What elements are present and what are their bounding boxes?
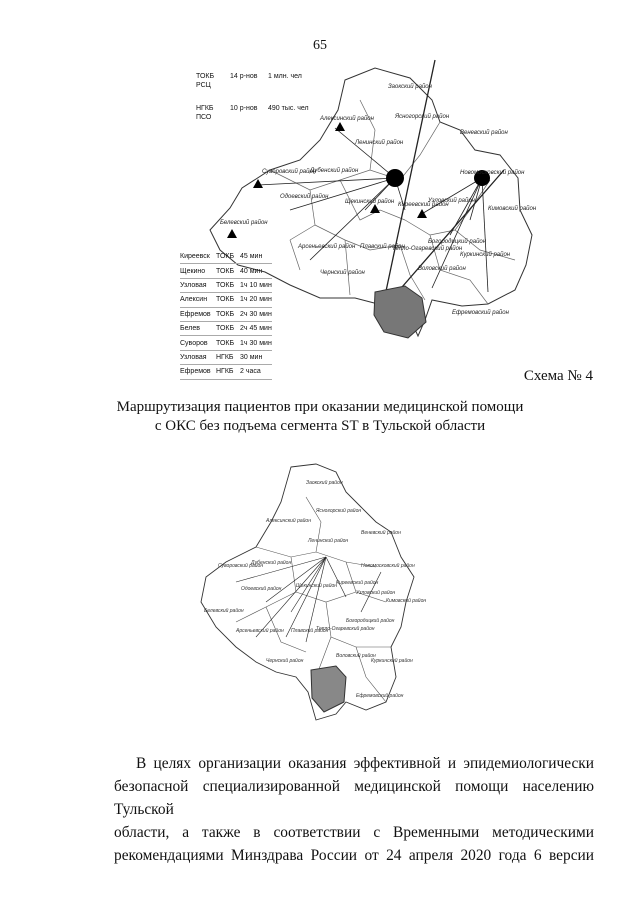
efremov-highlight	[374, 286, 426, 338]
map2-label-10: Киреевский район	[336, 580, 379, 586]
time-town: Ефремов	[180, 310, 211, 318]
map2-label-11: Узловский район	[356, 590, 396, 596]
travel-times-table	[180, 250, 272, 380]
legend-districts: 10 р-нов	[230, 105, 258, 112]
map2-label-17: Богородицкий район	[346, 618, 395, 624]
map2-label-14: Арсеньевский район	[236, 628, 284, 634]
page-number: 65	[313, 38, 327, 53]
map1-label-18: Чернский район	[320, 270, 365, 276]
time-hospital: ТОКБ	[216, 296, 235, 304]
map2-label-20: Куркинский район	[371, 658, 413, 664]
map1-label-3: Веневский район	[460, 130, 508, 136]
table-row	[180, 293, 272, 307]
map1-label-17: Богородицкий район	[428, 239, 487, 245]
table-row	[180, 365, 272, 379]
time-value: 1ч 10 мин	[240, 281, 272, 289]
map2-label-6: Дубенский район	[251, 560, 292, 566]
time-hospital: НГКБ	[216, 353, 234, 361]
legend-row	[196, 72, 309, 90]
time-town: Белев	[180, 325, 200, 333]
map2-label-21: Ефремовский район	[356, 693, 404, 699]
map1-label-5: Суворовский район	[262, 169, 317, 175]
region-map-2	[196, 462, 427, 722]
body-line: В целях организации оказания эффективной и эпидемиологически	[136, 755, 594, 772]
time-value: 45 мин	[240, 253, 263, 261]
table-row	[180, 250, 272, 264]
time-value: 2ч 45 мин	[240, 325, 272, 333]
map2-label-4: Ленинский район	[308, 538, 349, 544]
map2-label-5: Суворовский район	[218, 563, 264, 569]
legend-org: ТОКБ РСЦ	[196, 73, 215, 89]
map2-label-15: Плавский район	[291, 628, 329, 634]
time-hospital: ТОКБ	[216, 267, 235, 275]
map1-label-13: Белевский район	[220, 220, 268, 226]
map2-label-8: Одоевский район	[241, 586, 282, 592]
time-value: 30 мин	[240, 353, 263, 361]
map2-label-19: Воловский район	[336, 653, 376, 659]
map1-label-19: Воловский район	[418, 266, 466, 272]
pso-triangle-belev	[227, 229, 237, 238]
time-town: Узловая	[180, 281, 207, 289]
table-row	[180, 336, 272, 350]
map1-label-11: Узловский район	[428, 198, 475, 204]
scheme-caption	[0, 398, 640, 436]
map1-label-6: Дубенский район	[310, 168, 359, 174]
map2-label-7: Новомосковский район	[361, 563, 415, 569]
time-hospital: НГКБ	[216, 368, 234, 376]
map2-label-12: Кимовский район	[386, 598, 427, 604]
map1-label-16: Тепло-Огаревский район	[392, 246, 463, 252]
time-hospital: ТОКБ	[216, 339, 235, 347]
body-line: рекомендациями Минздрава России от 24 апреля 2020 года 6 версии	[114, 847, 594, 864]
table-row	[180, 351, 272, 365]
map2-label-3: Веневский район	[361, 530, 401, 536]
time-hospital: ТОКБ	[216, 325, 235, 333]
time-value: 1ч 30 мин	[240, 339, 272, 347]
tokb-hub-marker	[386, 169, 404, 187]
caption-line: с ОКС без подъема сегмента ST в Тульской области	[154, 418, 486, 434]
map2-label-2: Ясногорский район	[316, 508, 362, 514]
map2-label-18: Чернский район	[266, 658, 304, 664]
time-town: Алексин	[180, 296, 208, 304]
time-hospital: ТОКБ	[216, 253, 235, 261]
body-paragraph	[114, 752, 594, 867]
time-value: 2 часа	[240, 368, 261, 376]
legend-districts: 14 р-нов	[230, 73, 258, 80]
table-row	[180, 279, 272, 293]
map1-label-14: Арсеньевский район	[298, 244, 356, 250]
legend-population: 1 млн. чел	[268, 73, 302, 80]
legend-row	[196, 104, 309, 122]
pso-triangle-shchekino	[370, 204, 380, 213]
time-town: Узловая	[180, 353, 207, 361]
map1-label-4: Ленинский район	[355, 140, 404, 146]
map1-label-15: Плавский район	[360, 244, 405, 250]
map2-label-13: Белевский район	[204, 608, 244, 614]
legend-org: НГКБ ПСО	[196, 105, 214, 121]
body-line: области, а также в соответствии с Временными методическими	[114, 824, 594, 841]
time-town: Ефремов	[180, 368, 211, 376]
scheme-number-label: Схема № 4	[523, 368, 593, 384]
map1-label-7: Новомосковский район	[460, 170, 525, 176]
map1-label-21: Ефремовский район	[452, 310, 509, 316]
time-hospital: ТОКБ	[216, 310, 235, 318]
pso-triangle-kireevsk	[417, 209, 427, 218]
time-hospital: ТОКБ	[216, 281, 235, 289]
time-value: 1ч 20 мин	[240, 296, 272, 304]
map1-label-2: Ясногорский район	[395, 114, 450, 120]
map2-label-1: Алексинский район	[266, 518, 311, 524]
body-line: безопасной специализированной медицинской помощи населению Тульской	[114, 778, 594, 818]
hospital-coverage-legend	[196, 72, 309, 136]
legend-population: 490 тыс. чел	[268, 105, 309, 112]
time-town: Щекино	[180, 267, 206, 275]
map2-label-16: Тепло-Огаревский район	[316, 626, 375, 632]
map1-label-8: Одоевский район	[280, 194, 329, 200]
map1-label-20: Куркинский район	[460, 252, 511, 258]
time-town: Киреевск	[180, 253, 210, 261]
map1-label-10: Киреевский район	[398, 202, 449, 208]
pso-triangle-alexin	[335, 122, 345, 131]
time-town: Суворов	[180, 339, 208, 347]
map1-label-1: Алексинский район	[320, 116, 374, 122]
map1-label-12: Кимовский район	[488, 206, 537, 212]
time-value: 40 мин	[240, 267, 263, 275]
map2-label-0: Заокский район	[306, 480, 343, 486]
map1-label-9: Щекинский район	[345, 199, 395, 205]
map2-label-9: Щекинский район	[296, 583, 338, 589]
map1-label-0: Заокский район	[388, 84, 432, 90]
table-row	[180, 308, 272, 322]
table-row	[180, 322, 272, 336]
caption-line: Маршрутизация пациентов при оказании медицинской помощи	[116, 399, 524, 415]
time-value: 2ч 30 мин	[240, 310, 272, 318]
table-row	[180, 264, 272, 278]
